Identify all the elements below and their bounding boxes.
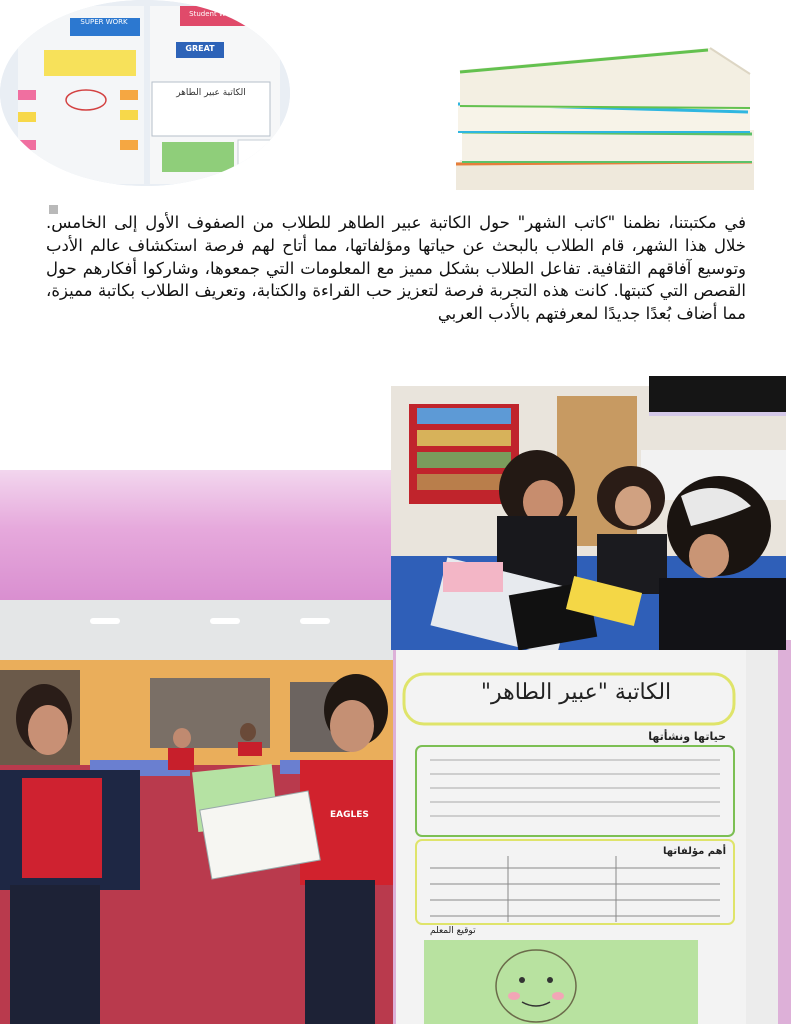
poster-section-life: حياتها ونشأتها	[648, 730, 726, 743]
badge-great: GREAT	[185, 44, 215, 53]
book-stack-illustration	[452, 44, 762, 194]
article-text	[46, 212, 746, 326]
poster-signature-label: توقيع المعلم	[430, 926, 476, 936]
board-poster-title: الكاتبة عبير الطاهر	[176, 88, 246, 98]
article-paragraph: في مكتبتنا، نظمنا "كاتب الشهر" حول الكاتبة عبير الطاهر للطلاب من الصفوف الأول إلى الخامس. خلال هذا الشهر، قام الطلاب بالبحث عن حياتها ومؤلفاتها، مما أتاح لهم فرصة استكشاف عالم الأدب وتوسيع آفاقهم الثقافية. تفاعل الطلاب بشكل مميز مع المعلومات التي جمعوها، وشاركوا أفكارهم حول القصص التي كتبتها. كانت هذه التجربة فرصة لتعزيز حب القراءة والكتابة، وتعريف الطلاب بكاتبة مميزة، مما أضاف بُعدًا جديدًا لمعرفتهم بالأدب العربي	[46, 213, 746, 324]
poster-section-works: أهم مؤلفاتها	[663, 846, 726, 857]
library-students-photo	[0, 600, 393, 1024]
students-scene-illustration	[391, 366, 786, 650]
poster-illustration	[396, 650, 778, 1024]
book-top	[460, 48, 750, 108]
badge-super-work: SUPER WORK	[80, 18, 128, 26]
display-board-photo	[0, 0, 290, 186]
badge-student-work: Student WORK	[189, 10, 241, 18]
students-working-photo	[391, 366, 786, 650]
author-poster-photo	[396, 650, 778, 1024]
shirt-text: EAGLES	[330, 810, 369, 820]
book-third	[462, 130, 754, 162]
poster-title: الكاتبة "عبير الطاهر"	[480, 680, 672, 705]
pink-watercolor-band	[0, 470, 395, 600]
